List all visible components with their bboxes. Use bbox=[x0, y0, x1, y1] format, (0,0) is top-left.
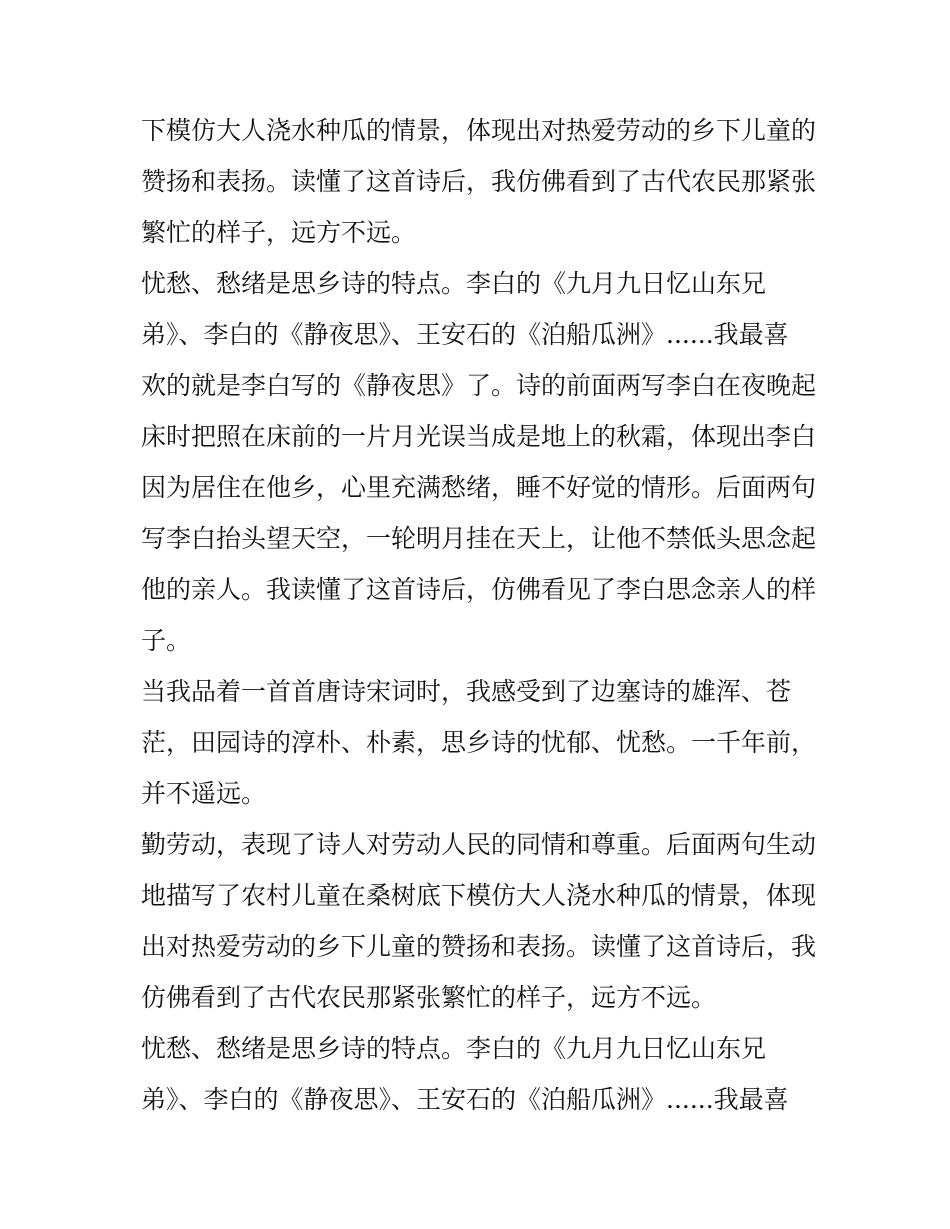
text-line: 忧愁、愁绪是思乡诗的特点。李白的《九月九日忆山东兄 bbox=[141, 1034, 767, 1063]
text-line: 写李白抬头望天空，一轮明月挂在天上，让他不禁低头思念起 bbox=[141, 524, 817, 553]
text-line: 出对热爱劳动的乡下儿童的赞扬和表扬。读懂了这首诗后，我 bbox=[141, 932, 817, 961]
text-line: 弟》、李白的《静夜思》、王安石的《泊船瓜洲》......我最喜 bbox=[141, 1085, 789, 1114]
text-line: 并不遥远。 bbox=[141, 779, 267, 808]
text-line: 下模仿大人浇水种瓜的情景，体现出对热爱劳动的乡下儿童的 bbox=[141, 116, 817, 145]
document-body bbox=[141, 105, 821, 1125]
text-line: 忧愁、愁绪是思乡诗的特点。李白的《九月九日忆山东兄 bbox=[141, 269, 767, 298]
text-line: 床时把照在床前的一片月光误当成是地上的秋霜，体现出李白 bbox=[141, 422, 817, 451]
text-line: 勤劳动，表现了诗人对劳动人民的同情和尊重。后面两句生动 bbox=[141, 830, 817, 859]
text-line: 茫，田园诗的淳朴、朴素，思乡诗的忧郁、忧愁。一千年前， bbox=[141, 728, 817, 757]
text-line: 他的亲人。我读懂了这首诗后，仿佛看见了李白思念亲人的样 bbox=[141, 575, 817, 604]
text-line: 仿佛看到了古代农民那紧张繁忙的样子，远方不远。 bbox=[141, 983, 717, 1012]
text-line: 弟》、李白的《静夜思》、王安石的《泊船瓜洲》......我最喜 bbox=[141, 320, 789, 349]
text-line: 地描写了农村儿童在桑树底下模仿大人浇水种瓜的情景，体现 bbox=[141, 881, 817, 910]
text-line: 赞扬和表扬。读懂了这首诗后，我仿佛看到了古代农民那紧张 bbox=[141, 167, 817, 196]
text-line: 欢的就是李白写的《静夜思》了。诗的前面两写李白在夜晚起 bbox=[141, 371, 817, 400]
text-line: 当我品着一首首唐诗宋词时，我感受到了边塞诗的雄浑、苍 bbox=[141, 677, 792, 706]
text-line: 因为居住在他乡，心里充满愁绪，睡不好觉的情形。后面两句 bbox=[141, 473, 817, 502]
text-line: 子。 bbox=[141, 626, 192, 655]
text-line: 繁忙的样子，远方不远。 bbox=[141, 218, 417, 247]
